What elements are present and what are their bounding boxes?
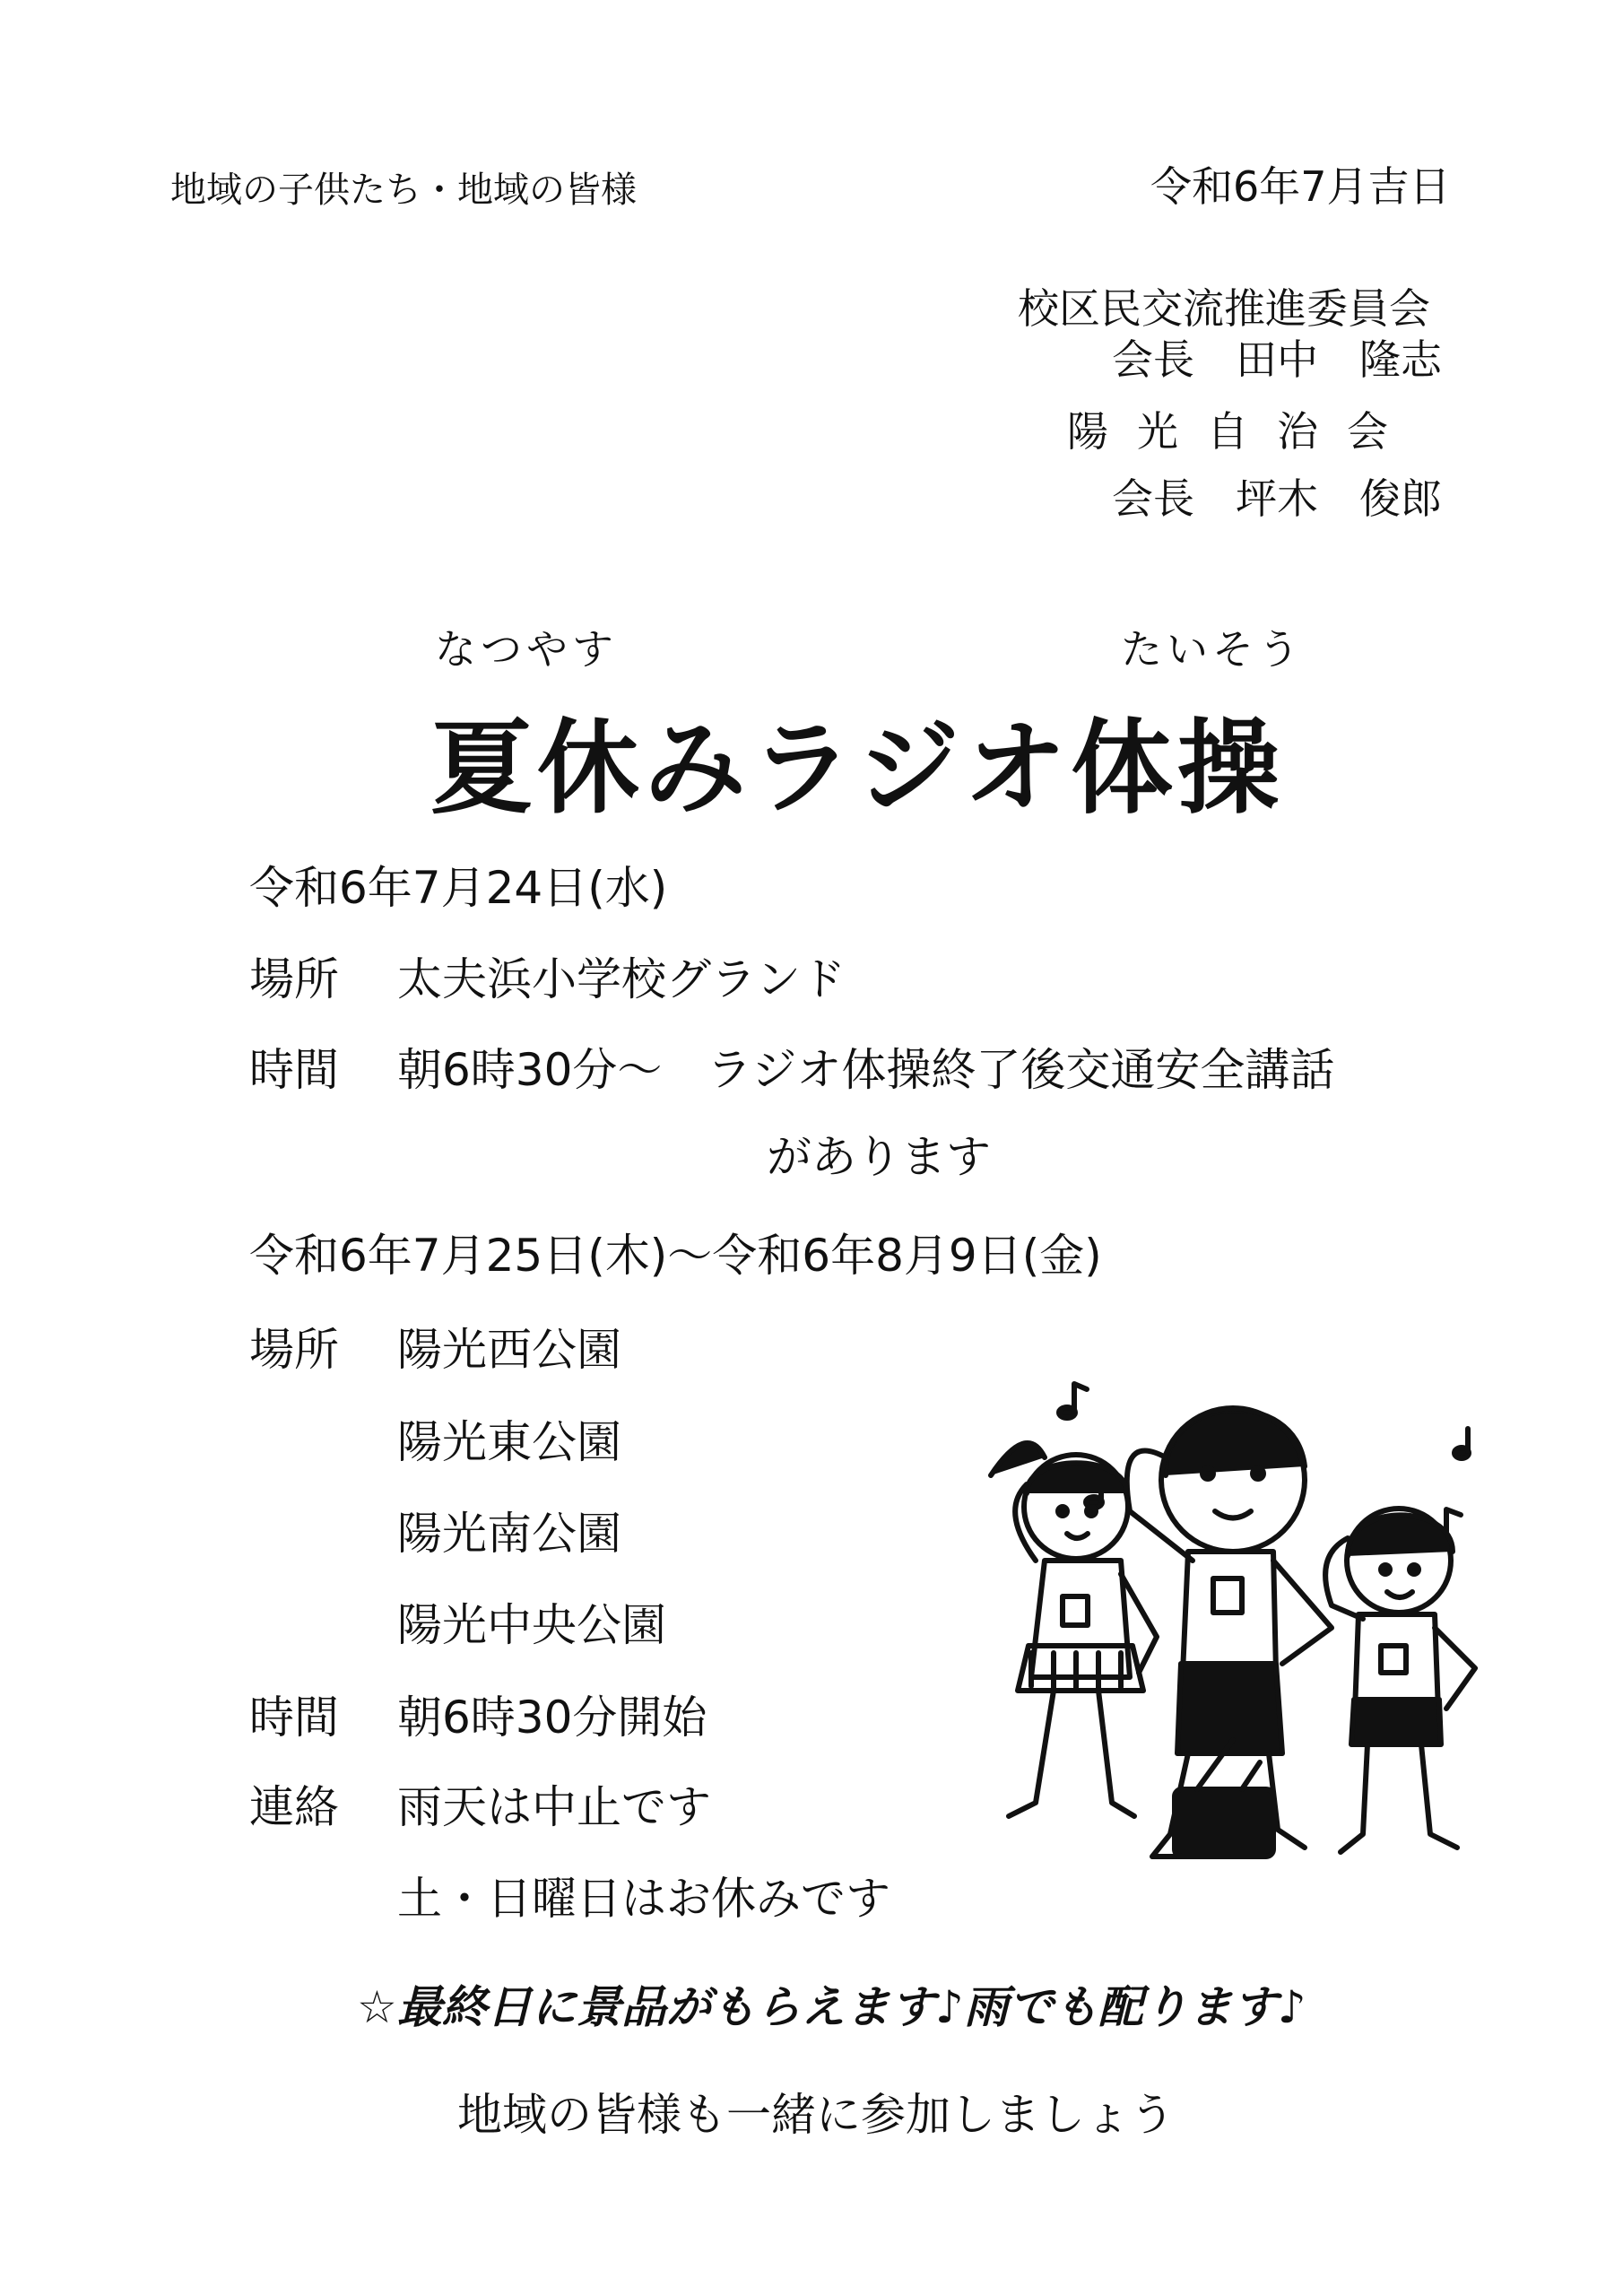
music-note-icon	[1454, 1429, 1469, 1458]
event2-contact-2: 土・日曜日はお休みです	[397, 1873, 890, 1925]
sender-org-2: 陽光自治会	[1067, 407, 1417, 456]
issue-date: 令和6年7月吉日	[1150, 162, 1451, 211]
event1-time-cont: があります	[767, 1131, 991, 1183]
event2-date: 令和6年7月25日(木)～令和6年8月9日(金)	[249, 1230, 1102, 1282]
page-title: 夏休みラジオ体操	[430, 709, 1285, 828]
addressee: 地域の子供たち・地域の皆様	[170, 170, 637, 211]
event1-place-row	[249, 944, 846, 1008]
event2-place-label: 場所	[249, 1324, 339, 1376]
event2-place-3: 陽光南公園	[397, 1508, 621, 1560]
event2-place-2: 陽光東公園	[397, 1416, 621, 1468]
event2-time-label: 時間	[249, 1692, 339, 1744]
event2-time-row	[249, 1682, 707, 1746]
music-note-icon	[1059, 1384, 1087, 1418]
event1-place-label: 場所	[249, 953, 339, 1005]
children-exercise-illustration	[973, 1368, 1502, 1942]
event2-time: 朝6時30分開始	[397, 1692, 707, 1744]
event2-place-4: 陽光中央公園	[397, 1599, 666, 1651]
event2-contact-1: 雨天は中止です	[397, 1781, 711, 1833]
event2-place-row	[249, 1314, 621, 1378]
girl-figure	[991, 1443, 1157, 1816]
sender-president-1: 会長 田中 隆志	[1112, 335, 1442, 384]
sender-president-2: 会長 坪木 俊郎	[1112, 474, 1442, 523]
closing-message: 地域の皆様も一緒に参加しましょう	[457, 2089, 1175, 2141]
event1-time-label: 時間	[249, 1044, 339, 1096]
event1-time: 朝6時30分～ ラジオ体操終了後交通安全講話	[397, 1044, 1335, 1096]
event2-contact-row	[249, 1771, 711, 1836]
event2-place-1: 陽光西公園	[397, 1324, 621, 1376]
title-ruby-natsuyasu: なつやす	[435, 625, 618, 674]
prize-notice: ☆最終日に景品がもらえます♪雨でも配ります♪	[357, 1981, 1306, 2033]
small-boy-figure	[1325, 1509, 1475, 1852]
event2-contact-label: 連絡	[249, 1781, 339, 1833]
event1-date: 令和6年7月24日(水)	[249, 862, 668, 914]
title-ruby-taisou: たいそう	[1121, 625, 1304, 674]
sender-org-1: 校区民交流推進委員会	[1018, 284, 1430, 333]
event1-time-row	[249, 1034, 1334, 1099]
event1-place: 太夫浜小学校グランド	[397, 953, 846, 1005]
